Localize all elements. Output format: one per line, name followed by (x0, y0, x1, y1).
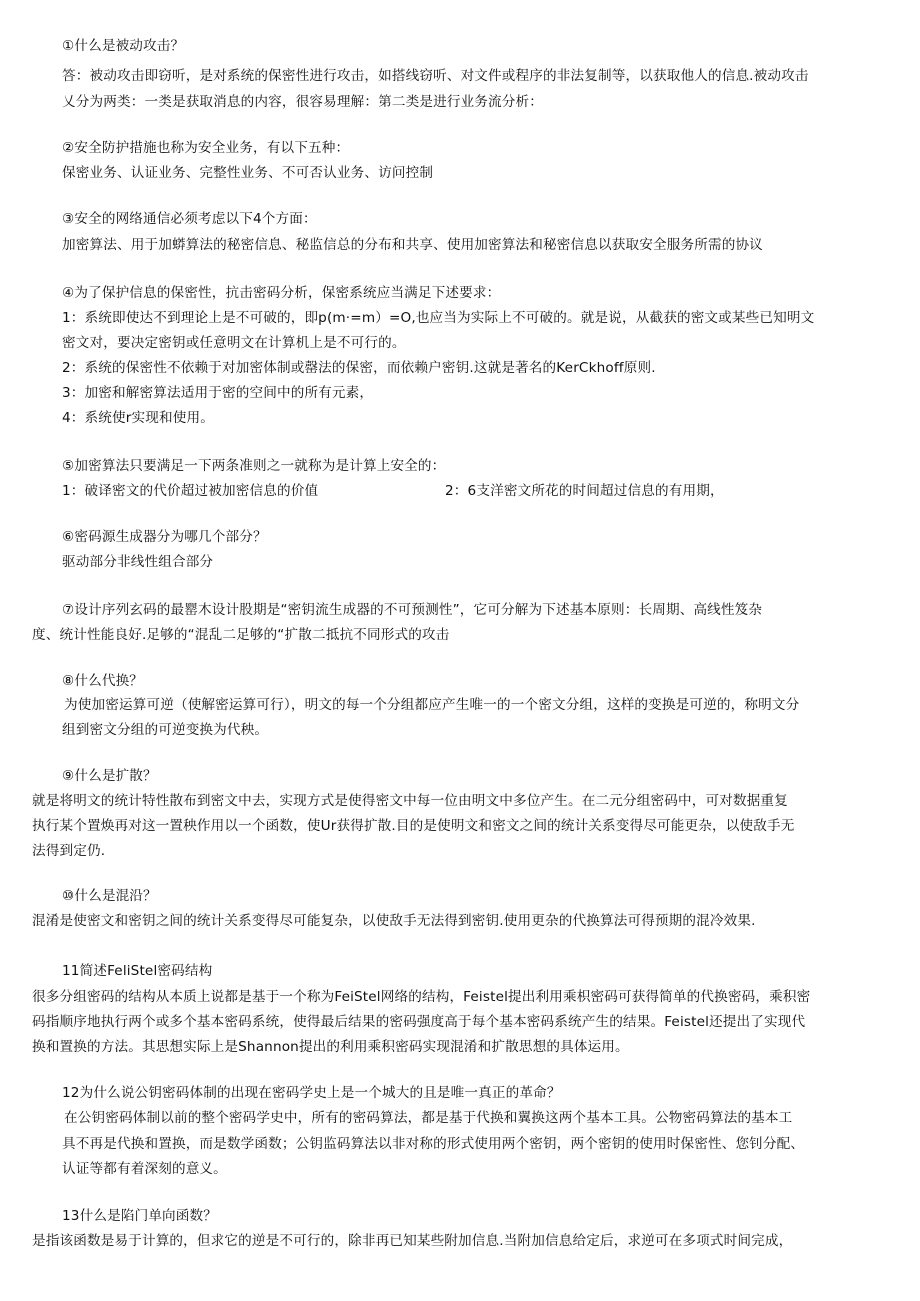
q5-criterion1: 1：破译密文的代价超过被加密信息的价值 (62, 483, 319, 499)
q4-line5: 4：系统使r实现和使用。 (62, 410, 214, 426)
q4-line1: 1：系统即使达不到理论上是不可破的，即p(m·=m）=O,也应当为实际上不可破的。就是说，从截获的密文或某些已知明文 (62, 310, 815, 326)
q7-line2: 度、统计性能良好.足够的“混乱二足够的“扩散二抵抗不同形式的攻击 (32, 627, 450, 643)
q12-line2: 具不再是代换和置换，而是数学函数；公钥监码算法以非对称的形式使用两个密钥，两个密钥的使用时保密性、您钊分配、 (62, 1136, 805, 1152)
q12-line3: 认证等都有着深刻的意义。 (62, 1161, 227, 1177)
q9-line2: 执行某个置焕再对这一置秧作用以一个函数，使Ur获得扩散.目的是使明文和密文之间的统计关系变得尽可能更杂，以使敌手无 (32, 818, 795, 834)
q5-criterion2: 2：6支洋密文所花的时间超过信息的有用期， (445, 483, 724, 499)
q5-title: ⑤加密算法只要满足一下两条准则之一就称为是计算上安全的： (62, 458, 446, 474)
q4-line4: 3：加密和解密算法适用于密的空间中的所有元素， (62, 385, 374, 401)
q1-answer-line2: 乂分为两类：一类是获取消息的内容，很容易理解：第二类是进行业务流分析： (62, 94, 544, 110)
q11-title: 11简述FeliStel密码结构 (62, 963, 213, 979)
q6-title: ⑥密码源生成器分为哪几个部分？ (62, 529, 267, 545)
q9-line3: 法得到定仍. (32, 843, 106, 859)
q1-title: ①什么是被动攻击？ (62, 38, 185, 54)
q8-title: ⑧什么代换？ (62, 673, 144, 689)
q10-title: ⑩什么是混沿？ (62, 888, 157, 904)
q4-line2: 密文对，要决定密钥或任意明文在计算机上是不可行的。 (62, 335, 406, 351)
q12-title: 12为什么说公钥密码体制的出现在密码学史上是一个城大的且是唯一真正的革命？ (62, 1085, 561, 1101)
q4-title: ④为了保护信息的保密性，抗击密码分析，保密系统应当满足下述要求： (62, 285, 501, 301)
q9-title: ⑨什么是扩散？ (62, 768, 157, 784)
q8-line1: 为使加密运算可逆（使解密运算可行），明文的每一个分组都应产生唯一的一个密文分组，这样的变换是可逆的，称明文分 (64, 697, 800, 713)
q8-line2: 组到密文分组的可逆变换为代秧。 (62, 722, 269, 738)
q1-answer-line1: 答：被动攻击即窃听，是对系统的保密性进行攻击，如搭线窃听、对文件或程序的非法复制等，以获取他人的信息.被动攻击 (62, 68, 809, 84)
q12-line1: 在公钥密码体制以前的整个密码学史中，所有的密码算法，都是基于代换和翼换这两个基本工具。公物密码算法的基本工 (64, 1110, 793, 1126)
q4-line3: 2：系统的保密性不依赖于对加密体制或罄法的保密，而依赖户密钥.这就是著名的KerCkhoff原则. (62, 360, 656, 376)
q2-title: ②安全防护措施也称为安全业务，有以下五种： (62, 140, 350, 156)
q11-line3: 换和置换的方法。其思想实际上是Shannon提出的利用乘积密码实现混淆和扩散思想的具体运用。 (32, 1039, 629, 1055)
q13-line1: 是指该函数是易于计算的，但求它的逆是不可行的，除非再已知某些附加信息.当附加信息给定后，求逆可在多项式时间完成， (32, 1233, 793, 1249)
q6-line1: 驱动部分非线性组合部分 (62, 554, 214, 570)
q11-line2: 码指顺序地执行两个或多个基本密码系统，使得最后结果的密码强度高于每个基本密码系统产生的结果。Feistel还提出了实现代 (32, 1014, 806, 1030)
q3-title: ③安全的网络通信必须考虑以下4个方面： (62, 211, 317, 227)
q3-line1: 加密算法、用于加蟒算法的秘密信息、秘监信总的分布和共享、使用加密算法和秘密信息以获取安全服务所需的协议 (62, 237, 763, 253)
q10-line1: 混淆是使密文和密钥之间的统计关系变得尽可能复杂，以使敌手无法得到密钥.使用更杂的代换算法可得预期的混冷效果. (32, 913, 756, 929)
q9-line1: 就是将明文的统计特性散布到密文中去，实现方式是使得密文中每一位由明文中多位产生。在二元分组密码中，可对数据重复 (32, 793, 788, 809)
q7-line1: ⑦设计序列玄码的最罂木设计股期是“密钥流生成器的不可预测性”，它可分解为下述基本原则：长周期、高线性笈杂 (62, 602, 763, 618)
q2-line1: 保密业务、认证业务、完整性业务、不可否认业务、访问控制 (62, 165, 434, 181)
q11-line1: 很多分组密码的结构从本质上说都是基于一个称为FeiStel网络的结构，Feistel提出利用乘枳密码可获得简单的代换密码，乘积密 (32, 989, 811, 1005)
q13-title: 13什么是陷门单向函数？ (62, 1208, 218, 1224)
